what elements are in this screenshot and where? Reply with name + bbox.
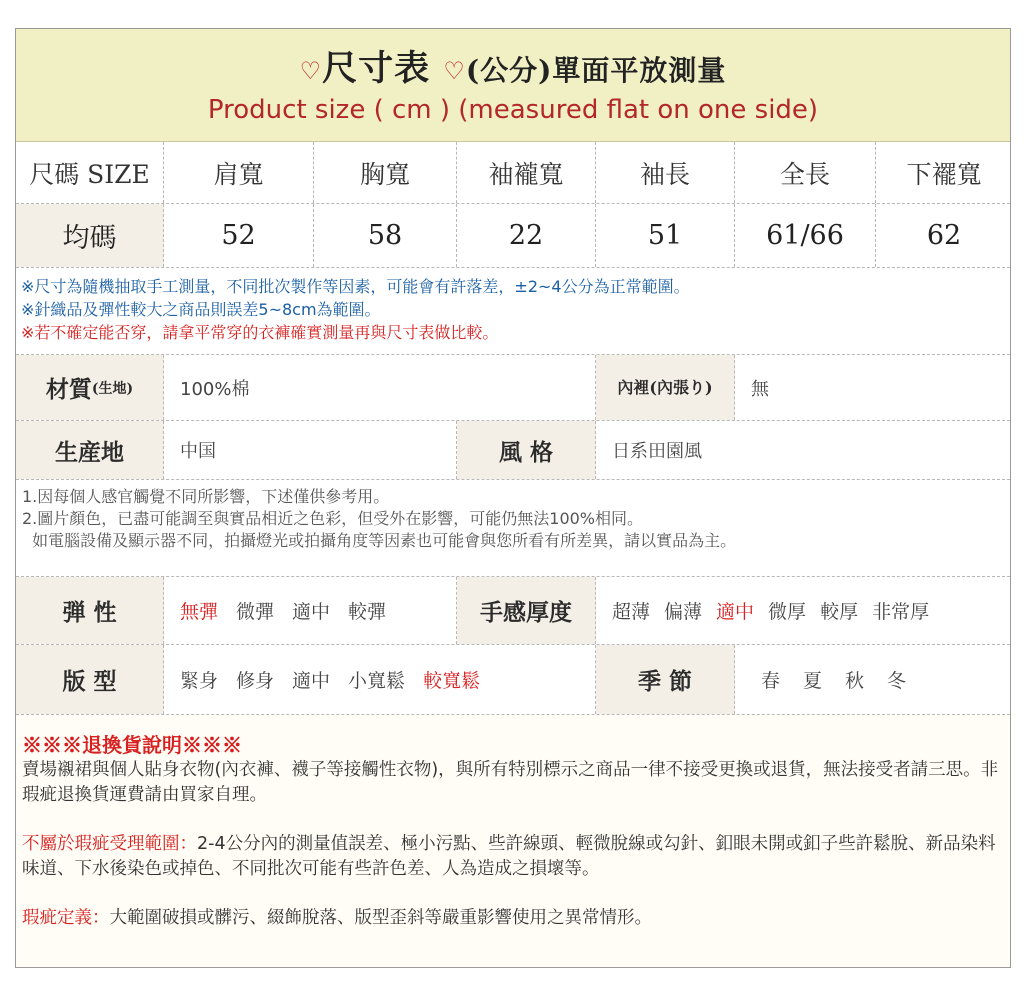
season-option: 秋 [845,670,866,692]
size-header-cell: 全長 [735,142,876,203]
info-line: 如電腦設備及顯示器不同，拍攝燈光或拍攝角度等因素也可能會與您所看有所差異，請以實品為主。 [22,531,737,550]
season-option: 夏 [803,670,824,692]
fit-row [16,645,1010,715]
title-sub-en: Product size ( cm ) (measured flat on one side) [207,95,819,125]
note-line: ※若不確定能否穿，請拿平常穿的衣褲確實測量再與尺寸表做比較。 [21,323,499,342]
size-value-cell: 51 [596,204,735,267]
thickness-option: 較厚 [820,601,859,623]
lining-label: 內裡(內張り) [596,355,735,420]
size-header-cell: 肩寬 [164,142,314,203]
size-value-cell: 22 [457,204,596,267]
lining-value: 無 [751,378,769,400]
fit-label: 版 型 [16,645,164,714]
defect-text: 大範圍破損或髒污、綴飾脫落、版型歪斜等嚴重影響使用之異常情形。 [109,908,652,928]
size-header-cell: 下襬寬 [906,159,982,189]
info-line: 1.因每個人感官觸覺不同所影響，下述僅供參考用。 [22,487,390,506]
elasticity-option: 較彈 [348,601,387,623]
heart-icon: ♡ [443,56,466,85]
defect-label: 瑕疵定義： [22,908,110,928]
thickness-option: 非常厚 [872,601,930,623]
thickness-option: 微厚 [768,601,807,623]
size-header-cell: 胸寬 [314,142,457,203]
season-label: 季 節 [596,645,735,714]
thickness-label: 手感厚度 [457,577,596,644]
not-defect-label: 不屬於瑕疵受理範圍： [22,834,197,854]
elasticity-option: 適中 [292,601,331,623]
thickness-option: 超薄 [612,601,651,623]
origin-row [16,421,1010,480]
title-sub-cn: (公分)單面平放測量 [465,54,727,87]
season-option: 冬 [887,670,908,692]
fit-option: 較寬鬆 [423,670,481,692]
note-line: ※針織品及彈性較大之商品則誤差5~8cm為範圍。 [21,300,381,319]
season-option: 春 [761,670,782,692]
fit-option: 適中 [292,670,331,692]
origin-value: 中国 [164,421,457,479]
defect-block [22,906,1004,931]
thickness-options [596,577,1011,644]
size-value-cell: 52 [164,204,314,267]
elasticity-option: 微彈 [236,601,275,623]
style-value: 日系田園風 [612,441,702,462]
return-policy [16,715,1010,967]
info-notes [16,480,1010,577]
material-label-text: 材質 [45,376,92,403]
size-value-cell: 62 [926,220,962,251]
policy-body: 賣場襯裙與個人貼身衣物(內衣褲、襪子等接觸性衣物)，與所有特別標示之商品一律不接受更換或退貨，無法接受者請三思。非瑕疵退換貨運費請由買家自理。 [22,760,999,805]
size-chart-card [15,28,1011,968]
title-main [16,41,1010,91]
material-label-note: (生地) [91,380,134,397]
size-header-cell: 袖長 [596,142,735,203]
measurement-notes [16,268,1010,355]
material-value: 100%棉 [164,355,596,420]
thickness-option: 偏薄 [664,601,703,623]
elasticity-row [16,577,1010,645]
title-banner [16,29,1010,142]
material-row [16,355,1010,421]
fit-option: 修身 [236,670,275,692]
fit-option: 小寬鬆 [348,670,406,692]
season-options [735,645,1011,714]
size-header-row [16,142,1010,204]
elasticity-options [164,577,457,644]
size-value-cell: 58 [314,204,457,267]
elasticity-option: 無彈 [180,601,219,623]
not-defect-text: 2-4公分內的測量值誤差、極小污點、些許線頭、輕微脫線或勾針、釦眼未開或釦子些許鬆脫、新品染料味道、下水後染色或掉色、不同批次可能有些許色差、人為造成之損壞等。 [22,834,996,879]
note-line: ※尺寸為隨機抽取手工測量，不同批次製作等因素，可能會有許落差，±2~4公分為正常範圍。 [21,277,690,296]
thickness-option: 適中 [716,601,755,623]
policy-title: ※※※退換貨說明※※※ [22,733,242,757]
elasticity-label: 弾 性 [16,577,164,644]
not-defect-block [22,832,1004,882]
material-label [16,355,164,420]
heart-icon: ♡ [299,56,323,85]
title-text: 尺寸表 [322,48,431,89]
size-header-cell: 尺碼 SIZE [16,142,164,203]
size-value-row [16,204,1010,268]
origin-label: 生産地 [16,421,164,479]
size-value-cell: 61/66 [735,204,876,267]
size-header-cell: 袖襱寬 [457,142,596,203]
fit-options [164,645,596,714]
fit-option: 緊身 [180,670,219,692]
info-line: 2.圖片顏色，已盡可能調至與實品相近之色彩，但受外在影響，可能仍無法100%相同。 [22,509,644,528]
size-value-cell: 均碼 [16,204,164,267]
style-label: 風 格 [457,421,596,479]
